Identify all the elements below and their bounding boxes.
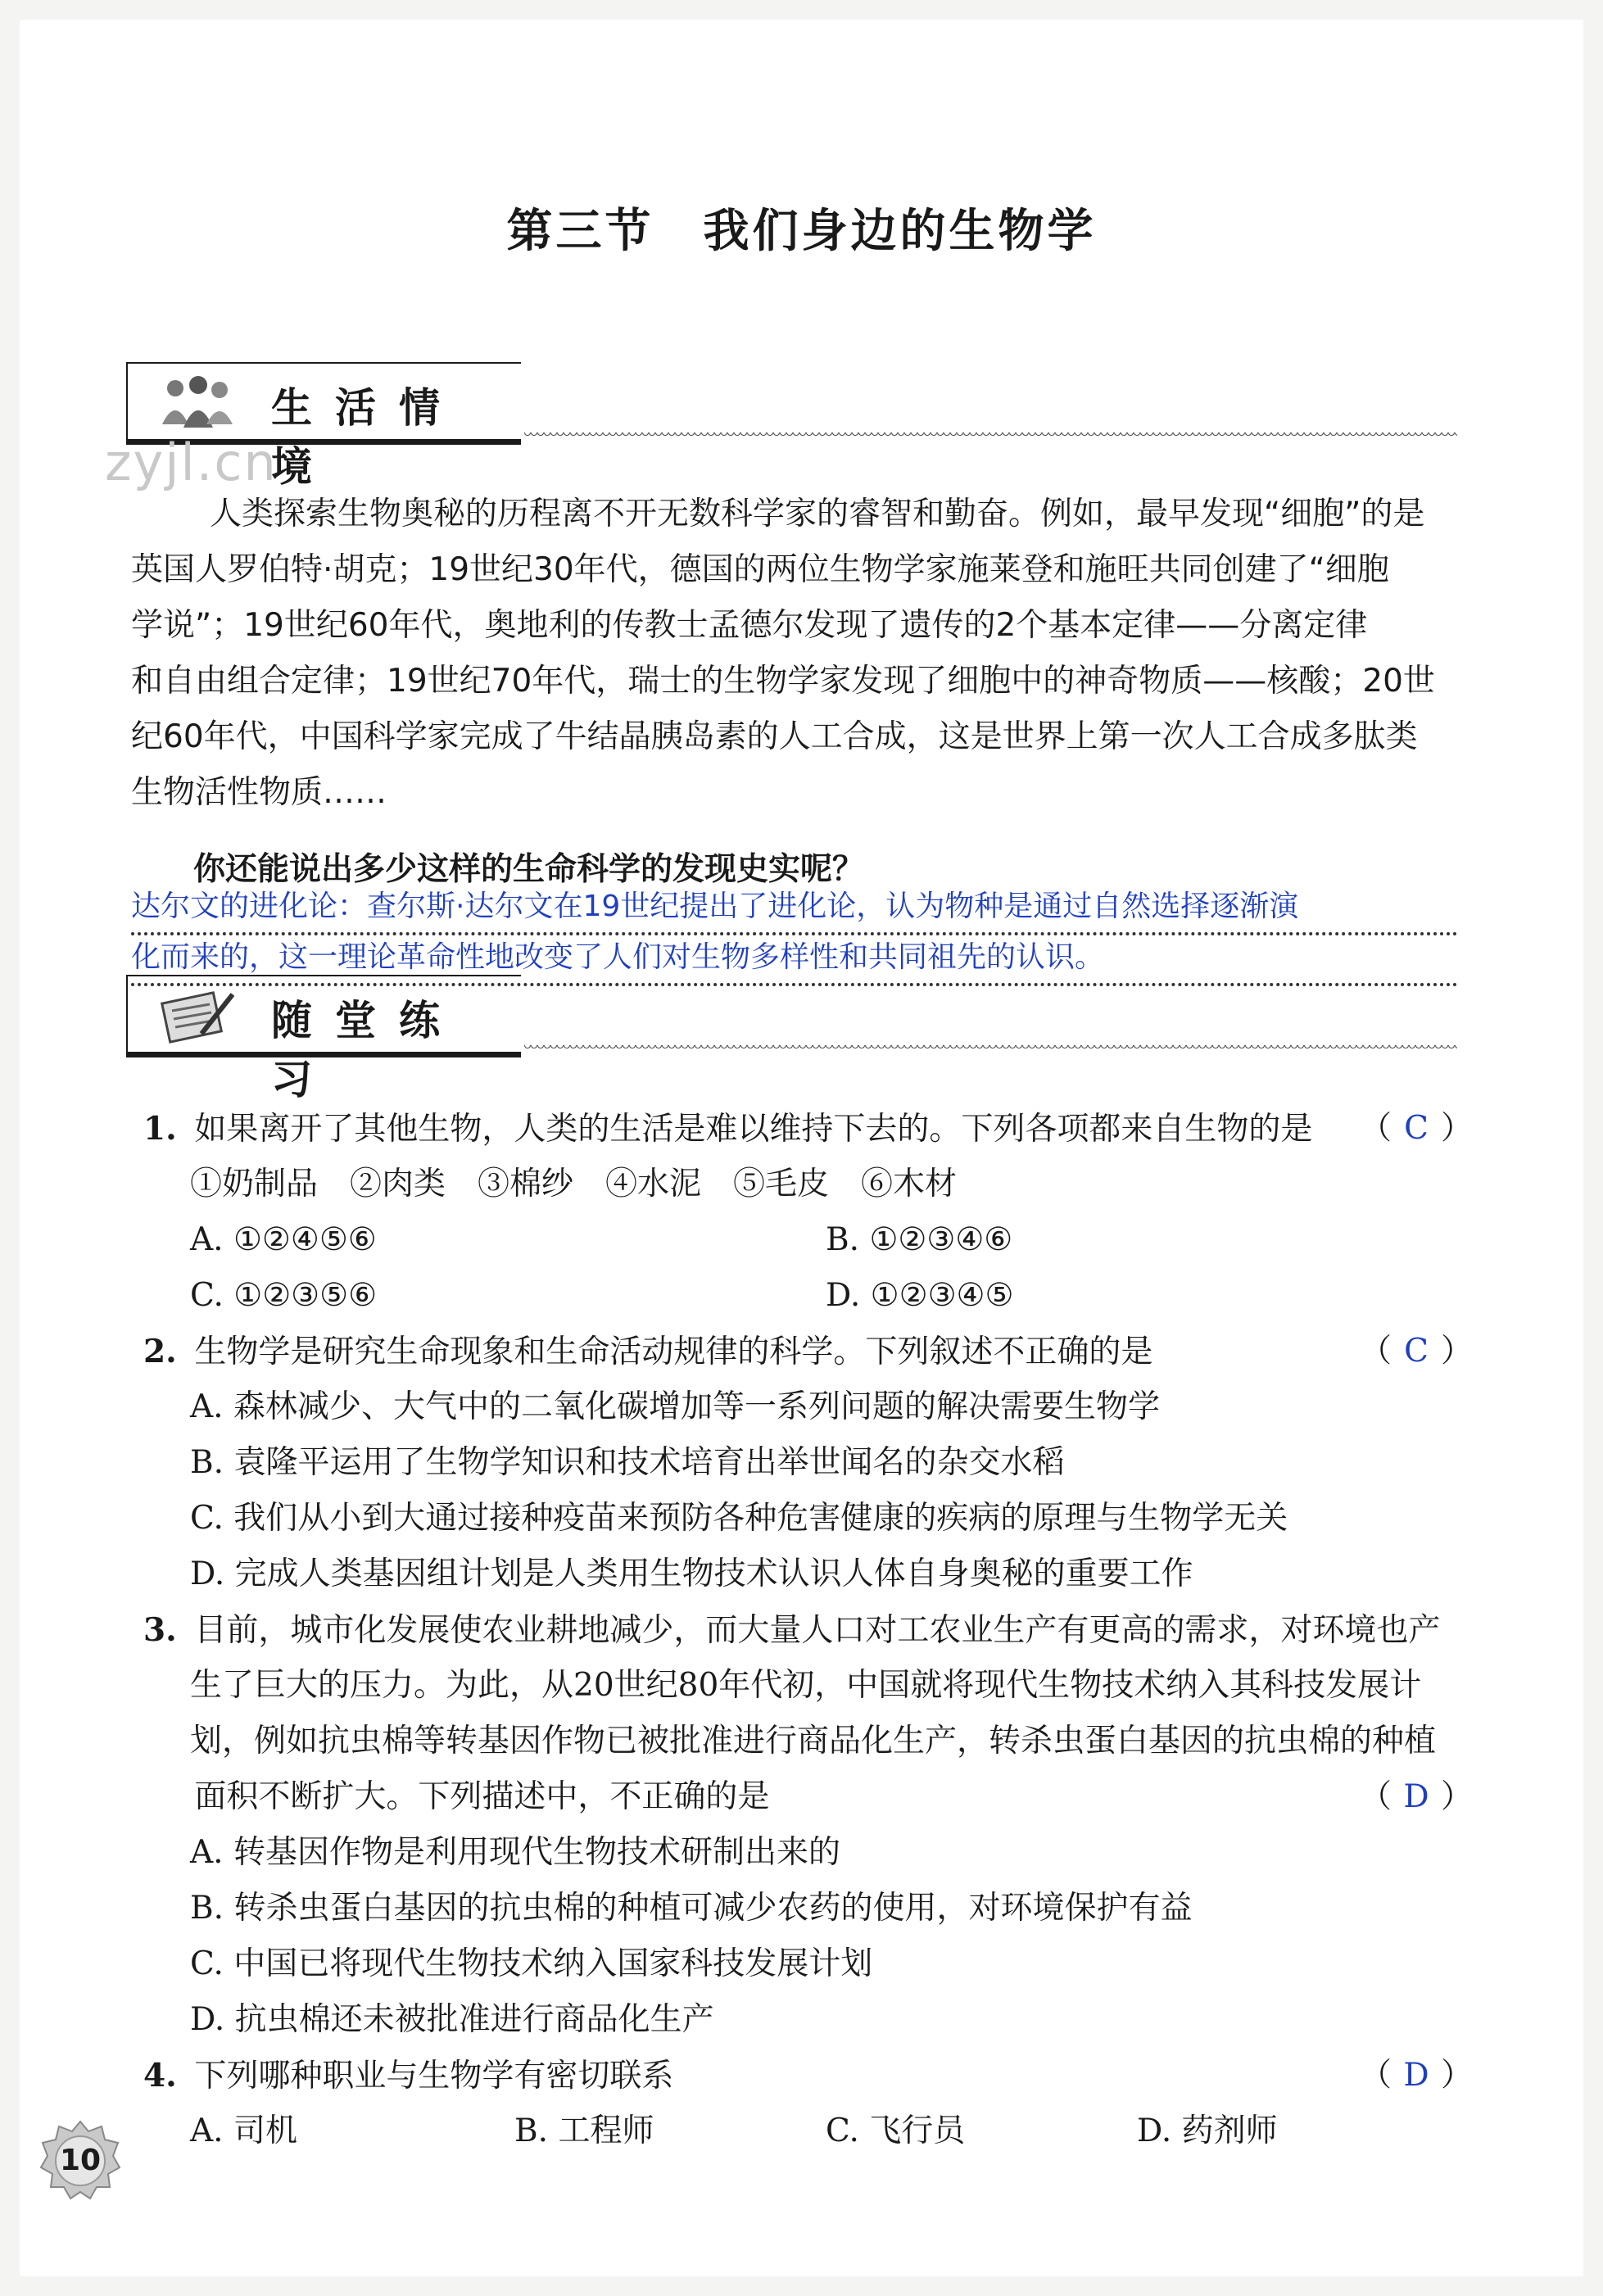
answer-choice[interactable]: D bbox=[1403, 1778, 1429, 1815]
question-stem: 下列哪种职业与生物学有密切联系 bbox=[194, 2058, 674, 2094]
question-number: 2. bbox=[143, 1333, 177, 1370]
question-number: 1. bbox=[143, 1110, 177, 1148]
option-d[interactable]: D. 抗虫棉还未被批准进行商品化生产 bbox=[190, 2001, 714, 2038]
page-title: 第三节 我们身边的生物学 bbox=[506, 204, 1097, 258]
question-4 bbox=[143, 2048, 1474, 2104]
answer-bracket[interactable]: （ D ） bbox=[1360, 2048, 1458, 2104]
notebook-pen-icon bbox=[151, 986, 241, 1044]
section-box bbox=[126, 975, 521, 1103]
question-stem: 面积不断扩大。下列描述中，不正确的是 bbox=[194, 1778, 770, 1815]
wavy-divider bbox=[524, 432, 1457, 439]
prompt-question: 你还能说出多少这样的生命科学的发现史实呢？ bbox=[193, 851, 865, 888]
option-b[interactable]: B. 袁隆平运用了生物学知识和技术培育出举世闻名的杂交水稻 bbox=[190, 1444, 1065, 1481]
option-d[interactable]: D. ①②③④⑤ bbox=[826, 1277, 1014, 1314]
option-b[interactable]: B. 转杀虫蛋白基因的抗虫棉的种植可减少农药的使用，对环境保护有益 bbox=[190, 1890, 1193, 1927]
option-c[interactable]: C. 飞行员 bbox=[826, 2113, 966, 2149]
section-header-practice bbox=[126, 975, 1457, 1103]
option-b[interactable]: B. ①②③④⑥ bbox=[826, 1221, 1013, 1258]
item-list: ①奶制品 ②肉类 ③棉纱 ④水泥 ⑤毛皮 ⑥木材 bbox=[190, 1166, 958, 1202]
answer-line[interactable]: 达尔文的进化论：查尔斯·达尔文在19世纪提出了进化论，认为物种是通过自然选择逐渐演 bbox=[131, 885, 1458, 935]
question-number: 3. bbox=[143, 1611, 177, 1649]
wavy-divider bbox=[524, 1045, 1457, 1052]
option-c[interactable]: C. 中国已将现代生物技术纳入国家科技发展计划 bbox=[190, 1945, 873, 1982]
question-stem: 生了巨大的压力。为此，从20世纪80年代初，中国就将现代生物技术纳入其科技发展计 bbox=[190, 1667, 1422, 1704]
intro-line: 人类探索生物奥秘的历程离不开无数科学家的睿智和勤奋。例如，最早发现“细胞”的是 bbox=[210, 496, 1425, 532]
option-d[interactable]: D. 完成人类基因组计划是人类用生物技术认识人体自身奥秘的重要工作 bbox=[190, 1556, 1193, 1592]
question-2 bbox=[143, 1324, 1474, 1379]
option-a[interactable]: A. 森林减少、大气中的二氧化碳增加等一系列问题的解决需要生物学 bbox=[190, 1388, 1160, 1425]
page-number: 10 bbox=[59, 2144, 102, 2177]
option-a[interactable]: A. 司机 bbox=[190, 2113, 297, 2149]
watermark: zyjl.cn bbox=[105, 432, 278, 492]
answer-choice[interactable]: C bbox=[1404, 1110, 1429, 1147]
intro-paragraph bbox=[131, 487, 1458, 821]
question-stem: 目前，城市化发展使农业耕地减少，而大量人口对工农业生产有更高的需求，对环境也产 bbox=[194, 1612, 1441, 1649]
answer-area[interactable] bbox=[131, 885, 1458, 986]
question-stem: 如果离开了其他生物，人类的生活是难以维持下去的。下列各项都来自生物的是 bbox=[194, 1111, 1313, 1148]
option-c[interactable]: C. ①②③⑤⑥ bbox=[190, 1277, 378, 1314]
answer-bracket[interactable]: （ D ） bbox=[1360, 1769, 1458, 1825]
people-group-icon bbox=[151, 374, 241, 431]
question-3 bbox=[143, 1602, 1458, 1658]
question-stem: 划，例如抗虫棉等转基因作物已被批准进行商品化生产，转杀虫蛋白基因的抗虫棉的种植 bbox=[190, 1723, 1437, 1759]
question-number: 4. bbox=[143, 2057, 177, 2094]
intro-line: 纪60年代，中国科学家完成了牛结晶胰岛素的人工合成，这是世界上第一次人工合成多肽类 bbox=[131, 718, 1418, 755]
option-b[interactable]: B. 工程师 bbox=[514, 2113, 654, 2149]
intro-line: 英国人罗伯特·胡克；19世纪30年代，德国的两位生物学家施莱登和施旺共同创建了“细胞 bbox=[131, 551, 1389, 588]
question-1 bbox=[143, 1101, 1474, 1157]
option-d[interactable]: D. 药剂师 bbox=[1137, 2113, 1278, 2149]
section-title-life: 生活情境 bbox=[271, 384, 463, 491]
section-title-practice: 随堂练习 bbox=[271, 997, 463, 1103]
intro-line: 学说”；19世纪60年代，奥地利的传教士孟德尔发现了遗传的2个基本定律——分离定律 bbox=[131, 607, 1368, 644]
option-c[interactable]: C. 我们从小到大通过接种疫苗来预防各种危害健康的疾病的原理与生物学无关 bbox=[190, 1500, 1288, 1537]
question-stem: 生物学是研究生命现象和生命活动规律的科学。下列叙述不正确的是 bbox=[194, 1334, 1153, 1370]
intro-line: 生物活性物质…… bbox=[131, 774, 387, 811]
answer-bracket[interactable]: （ C ） bbox=[1360, 1101, 1458, 1157]
option-a[interactable]: A. 转基因作物是利用现代生物技术研制出来的 bbox=[190, 1834, 840, 1871]
answer-bracket[interactable]: （ C ） bbox=[1360, 1324, 1458, 1379]
option-a[interactable]: A. ①②④⑤⑥ bbox=[190, 1221, 377, 1258]
answer-choice[interactable]: C bbox=[1404, 1333, 1429, 1370]
question-3-last-line bbox=[143, 1769, 1474, 1825]
intro-line: 和自由组合定律；19世纪70年代，瑞士的生物学家发现了细胞中的神奇物质——核酸；20世 bbox=[131, 663, 1435, 700]
answer-line[interactable]: 化而来的，这一理论革命性地改变了人们对生物多样性和共同祖先的认识。 bbox=[131, 935, 1458, 986]
answer-choice[interactable]: D bbox=[1403, 2057, 1429, 2094]
